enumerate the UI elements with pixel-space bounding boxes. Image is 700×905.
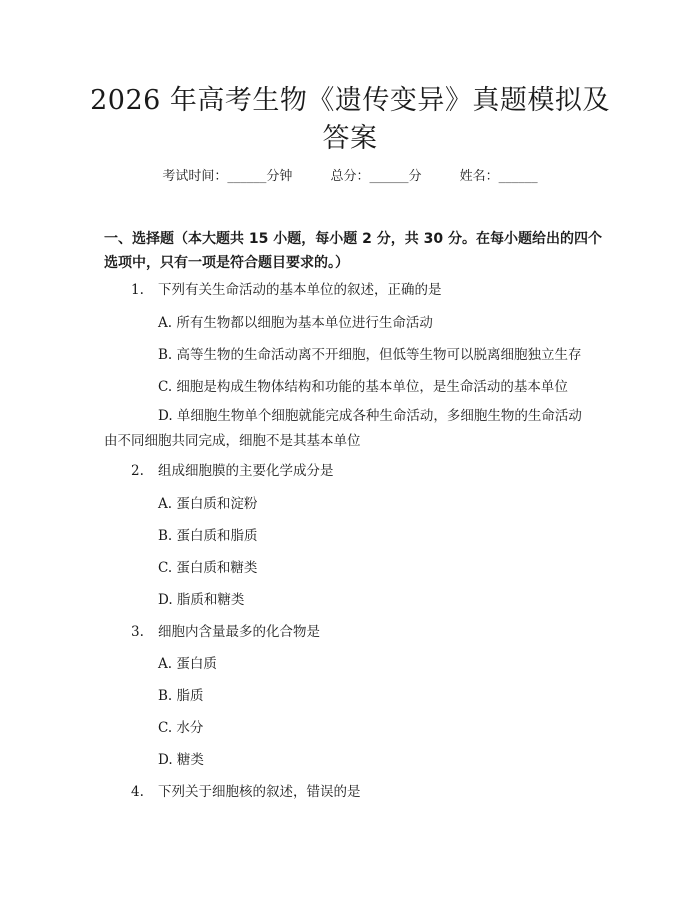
question-stem: 下列有关生命活动的基本单位的叙述，正确的是: [158, 282, 442, 298]
question-number: 2.: [131, 463, 144, 479]
question-3-option-d: D. 糖类: [158, 752, 204, 768]
question-2: [131, 461, 334, 481]
question-number: 1.: [131, 282, 144, 298]
question-1-option-d: D. 单细胞生物单个细胞就能完成各种生命活动，多细胞生物的生命活动由不同细胞共同完成，细胞不是其基本单位: [104, 408, 582, 449]
question-stem: 细胞内含量最多的化合物是: [158, 624, 320, 640]
exam-meta: [0, 167, 700, 187]
question-2-option-a: A. 蛋白质和淀粉: [158, 496, 258, 512]
question-stem: 组成细胞膜的主要化学成分是: [158, 463, 334, 479]
total-score-field: 总分：______分: [330, 169, 422, 184]
question-1-option-b: B. 高等生物的生命活动离不开细胞，但低等生物可以脱离细胞独立生存: [158, 347, 582, 363]
question-number: 4.: [131, 784, 144, 800]
section-heading: 一、选择题（本大题共 15 小题，每小题 2 分，共 30 分。在每小题给出的四个选项中，只有一项是符合题目要求的。）: [104, 231, 602, 271]
name-field: 姓名：______: [459, 169, 538, 184]
question-1: [131, 280, 442, 300]
question-2-option-c: C. 蛋白质和糖类: [158, 560, 258, 576]
question-2-option-d: D. 脂质和糖类: [158, 592, 245, 608]
question-stem: 下列关于细胞核的叙述，错误的是: [158, 784, 361, 800]
question-4: [131, 782, 361, 802]
question-3: [131, 622, 320, 642]
exam-time-field: 考试时间：______分钟: [162, 169, 293, 184]
question-3-option-b: B. 脂质: [158, 688, 204, 704]
question-1-option-c: C. 细胞是构成生物体结构和功能的基本单位，是生命活动的基本单位: [158, 379, 568, 395]
question-3-option-a: A. 蛋白质: [158, 656, 217, 672]
page-title: 2026 年高考生物《遗传变异》真题模拟及答案: [90, 85, 610, 154]
question-3-option-c: C. 水分: [158, 720, 204, 736]
question-2-option-b: B. 蛋白质和脂质: [158, 528, 258, 544]
question-number: 3.: [131, 624, 144, 640]
question-1-option-a: A. 所有生物都以细胞为基本单位进行生命活动: [158, 315, 433, 331]
